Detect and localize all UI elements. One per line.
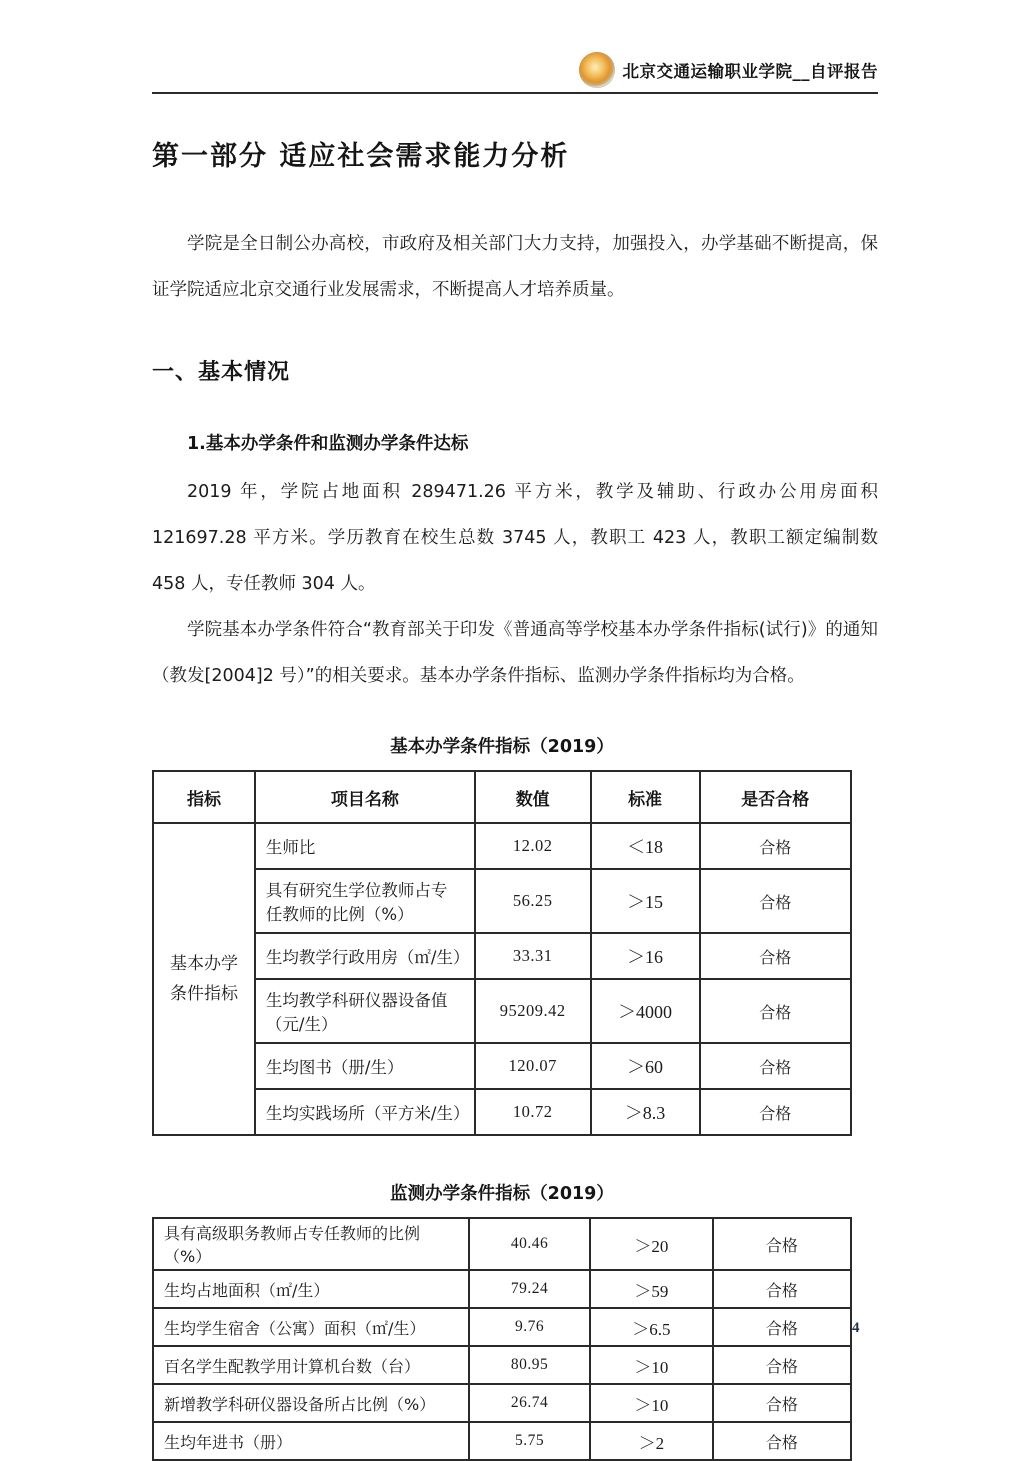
group-label-cell: 基本办学条件指标 — [153, 823, 255, 1135]
standard-cell: ＞20 — [590, 1218, 713, 1270]
qualified-cell: 合格 — [713, 1218, 851, 1270]
col-header-qualified: 是否合格 — [700, 771, 852, 823]
monitored-conditions-table — [152, 1217, 852, 1461]
qualified-cell: 合格 — [700, 979, 852, 1043]
qualified-cell: 合格 — [700, 933, 852, 979]
standard-cell: ＞4000 — [591, 979, 700, 1043]
value-cell: 95209.42 — [475, 979, 591, 1043]
standard-cell: ＞16 — [591, 933, 700, 979]
table-row — [153, 1218, 851, 1270]
standard-cell: ＞2 — [590, 1422, 713, 1460]
compliance-paragraph: 学院基本办学条件符合“教育部关于印发《普通高等学校基本办学条件指标(试行)》的通知（教发[2004]2 号）”的相关要求。基本办学条件指标、监测办学条件指标均为合格。 — [152, 620, 878, 686]
qualified-cell: 合格 — [713, 1270, 851, 1308]
qualified-cell: 合格 — [700, 1043, 852, 1089]
value-cell: 12.02 — [475, 823, 591, 869]
subsection-title: 1.基本办学条件和监测办学条件达标 — [187, 434, 469, 454]
section-title: 一、基本情况 — [152, 360, 291, 385]
document-body — [152, 94, 878, 1461]
value-cell: 40.46 — [469, 1218, 590, 1270]
value-cell: 33.31 — [475, 933, 591, 979]
qualified-cell: 合格 — [713, 1422, 851, 1460]
item-cell: 具有研究生学位教师占专任教师的比例（%） — [255, 869, 475, 933]
item-cell: 具有高级职务教师占专任教师的比例（%） — [153, 1218, 469, 1270]
standard-cell: ＞59 — [590, 1270, 713, 1308]
col-header-standard: 标准 — [591, 771, 700, 823]
table-row — [153, 1346, 851, 1384]
item-cell: 百名学生配教学用计算机台数（台） — [153, 1346, 469, 1384]
table2-caption: 监测办学条件指标（2019） — [390, 1184, 614, 1204]
item-cell: 生均教学行政用房（㎡/生） — [255, 933, 475, 979]
item-cell: 生均实践场所（平方米/生） — [255, 1089, 475, 1135]
value-cell: 5.75 — [469, 1422, 590, 1460]
value-cell: 26.74 — [469, 1384, 590, 1422]
table-row — [153, 1270, 851, 1308]
item-cell: 生师比 — [255, 823, 475, 869]
basic-conditions-table — [152, 770, 852, 1136]
item-cell: 生均学生宿舍（公寓）面积（㎡/生） — [153, 1308, 469, 1346]
standard-cell: ＞60 — [591, 1043, 700, 1089]
table-header-row — [153, 771, 851, 823]
qualified-cell: 合格 — [700, 869, 852, 933]
standard-cell: ＞10 — [590, 1346, 713, 1384]
value-cell: 120.07 — [475, 1043, 591, 1089]
qualified-cell: 合格 — [700, 823, 852, 869]
item-cell: 生均年进书（册） — [153, 1422, 469, 1460]
standard-cell: ＞15 — [591, 869, 700, 933]
table-row — [153, 933, 851, 979]
col-header-indicator: 指标 — [153, 771, 255, 823]
intro-paragraph: 学院是全日制公办高校，市政府及相关部门大力支持，加强投入，办学基础不断提高，保证学院适应北京交通行业发展需求，不断提高人才培养质量。 — [152, 234, 878, 300]
table1-caption: 基本办学条件指标（2019） — [390, 737, 614, 757]
item-cell: 生均教学科研仪器设备值（元/生） — [255, 979, 475, 1043]
standard-cell: ＞6.5 — [590, 1308, 713, 1346]
qualified-cell: 合格 — [700, 1089, 852, 1135]
qualified-cell: 合格 — [713, 1384, 851, 1422]
page-number: 4 — [852, 1320, 860, 1336]
item-cell: 新增教学科研仪器设备所占比例（%） — [153, 1384, 469, 1422]
table-row — [153, 1043, 851, 1089]
table-row — [153, 979, 851, 1043]
stats-paragraph: 2019 年，学院占地面积 289471.26 平方米，教学及辅助、行政办公用房面积 121697.28 平方米。学历教育在校生总数 3745 人，教职工 423 人，教职工额定编制数 458 人，专任教师 304 人。 — [152, 482, 878, 594]
col-header-item: 项目名称 — [255, 771, 475, 823]
college-seal-icon — [579, 52, 615, 88]
part-title: 第一部分 适应社会需求能力分析 — [152, 141, 570, 172]
qualified-cell: 合格 — [713, 1308, 851, 1346]
item-cell: 生均图书（册/生） — [255, 1043, 475, 1089]
table-row — [153, 823, 851, 869]
header-title: 北京交通运输职业学院__自评报告 — [622, 62, 878, 81]
table-row — [153, 1089, 851, 1135]
value-cell: 79.24 — [469, 1270, 590, 1308]
page-header — [152, 48, 878, 94]
qualified-cell: 合格 — [713, 1346, 851, 1384]
standard-cell: ＜18 — [591, 823, 700, 869]
standard-cell: ＞8.3 — [591, 1089, 700, 1135]
value-cell: 80.95 — [469, 1346, 590, 1384]
header-brand — [579, 52, 879, 88]
item-cell: 生均占地面积（㎡/生） — [153, 1270, 469, 1308]
table-row — [153, 1308, 851, 1346]
standard-cell: ＞10 — [590, 1384, 713, 1422]
col-header-value: 数值 — [475, 771, 591, 823]
table-row — [153, 869, 851, 933]
value-cell: 56.25 — [475, 869, 591, 933]
value-cell: 10.72 — [475, 1089, 591, 1135]
value-cell: 9.76 — [469, 1308, 590, 1346]
table-row — [153, 1384, 851, 1422]
table-row — [153, 1422, 851, 1460]
